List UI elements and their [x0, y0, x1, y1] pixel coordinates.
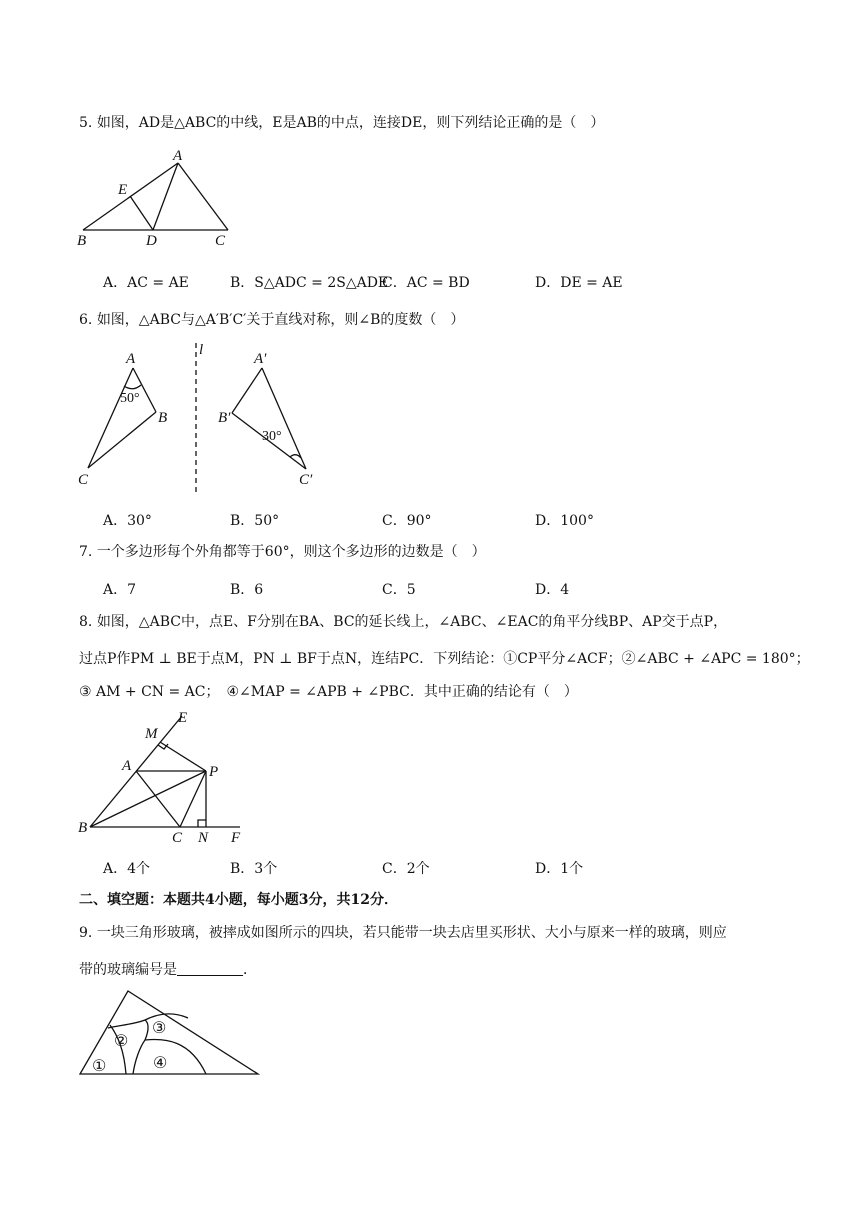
q7-text: 一个多边形每个外角都等于60°，则这个多边形的边数是（ ）: [96, 544, 486, 560]
q8-label-p: P: [209, 764, 219, 780]
q5-text: 如图，AD是△ABC的中线，E是AB的中点，连接DE，则下列结论正确的是（ ）: [96, 115, 605, 131]
q8-number: 8.: [79, 614, 93, 630]
q6-label-a: A: [126, 351, 136, 367]
q7-option-a: A．7: [103, 582, 137, 598]
q6-label-b: B: [158, 410, 168, 426]
q6-label-b1: B′: [218, 410, 231, 426]
q9-piece-1: ①: [92, 1058, 107, 1075]
q5-label-c: C: [215, 233, 226, 249]
q8-stem-line3: ③ AM + CN = AC； ④∠MAP = ∠APB + ∠PBC．其中正确的结论有（ ）: [79, 684, 578, 700]
q9-piece-4: ④: [153, 1055, 168, 1072]
q6-label-c: C: [78, 472, 89, 488]
q7-option-d: D．4: [535, 582, 570, 598]
q6-label-c1: C′: [299, 472, 313, 488]
q8-label-f: F: [231, 830, 241, 846]
q5-label-e: E: [118, 182, 128, 198]
q9-text-line1: 一块三角形玻璃，被摔成如图所示的四块，若只能带一块去店里买形状、大小与原来一样的玻璃，则应: [96, 925, 727, 941]
section-heading: 二、填空题：本题共4小题，每小题3分，共12分．: [79, 892, 398, 908]
q8-label-c: C: [172, 830, 183, 846]
q9-piece-2: ②: [114, 1033, 129, 1050]
q8-label-e: E: [178, 710, 188, 726]
q9-period: ．: [243, 962, 257, 978]
q6-label-l: l: [199, 342, 204, 358]
q8-label-b: B: [78, 820, 88, 836]
q5-label-d: D: [146, 233, 157, 249]
q8-text-line1: 如图，△ABC中，点E、F分别在BA、BC的延长线上，∠ABC、∠EAC的角平分线BP、AP交于点P，: [96, 614, 728, 630]
q8-option-d: D．1个: [535, 861, 584, 877]
q5-option-c: C．AC = BD: [382, 275, 470, 291]
q5-option-a: A．AC = AE: [103, 275, 189, 291]
q8-stem-line2: 过点P作PM ⊥ BE于点M，PN ⊥ BF于点N，连结PC．下列结论：①CP平分∠ACF；②∠ABC + ∠APC = 180°；: [79, 651, 810, 667]
q6-option-d: D．100°: [535, 513, 594, 529]
q9-number: 9.: [79, 925, 93, 941]
q8-label-n: N: [198, 830, 209, 846]
q6-angle-a: 50°: [120, 391, 140, 406]
q6-option-a: A．30°: [103, 513, 152, 529]
q8-option-c: C．2个: [382, 861, 430, 877]
q8-option-b: B．3个: [230, 861, 278, 877]
q6-option-b: B．50°: [230, 513, 280, 529]
q7-number: 7.: [79, 544, 93, 560]
q6-text: 如图，△ABC与△A′B′C′关于直线对称，则∠B的度数（ ）: [96, 312, 465, 328]
q8-label-a: A: [122, 758, 132, 774]
q5-option-b: B．S△ADC = 2S△ADE: [230, 275, 389, 291]
q8-label-m: M: [145, 726, 158, 742]
q5-label-a: A: [173, 148, 183, 164]
q6-label-a1: A′: [254, 351, 267, 367]
q5-label-b: B: [77, 233, 87, 249]
q9-text-line2: 带的玻璃编号是: [79, 962, 177, 978]
q7-option-b: B．6: [230, 582, 264, 598]
q5-option-d: D．DE = AE: [535, 275, 623, 291]
q7-option-c: C．5: [382, 582, 416, 598]
q6-number: 6.: [79, 312, 93, 328]
q9-piece-3: ③: [152, 1020, 167, 1037]
q5-number: 5.: [79, 115, 93, 131]
q8-option-a: A．4个: [103, 861, 151, 877]
q6-option-c: C．90°: [382, 513, 432, 529]
q6-angle-b1: 30°: [262, 429, 282, 444]
